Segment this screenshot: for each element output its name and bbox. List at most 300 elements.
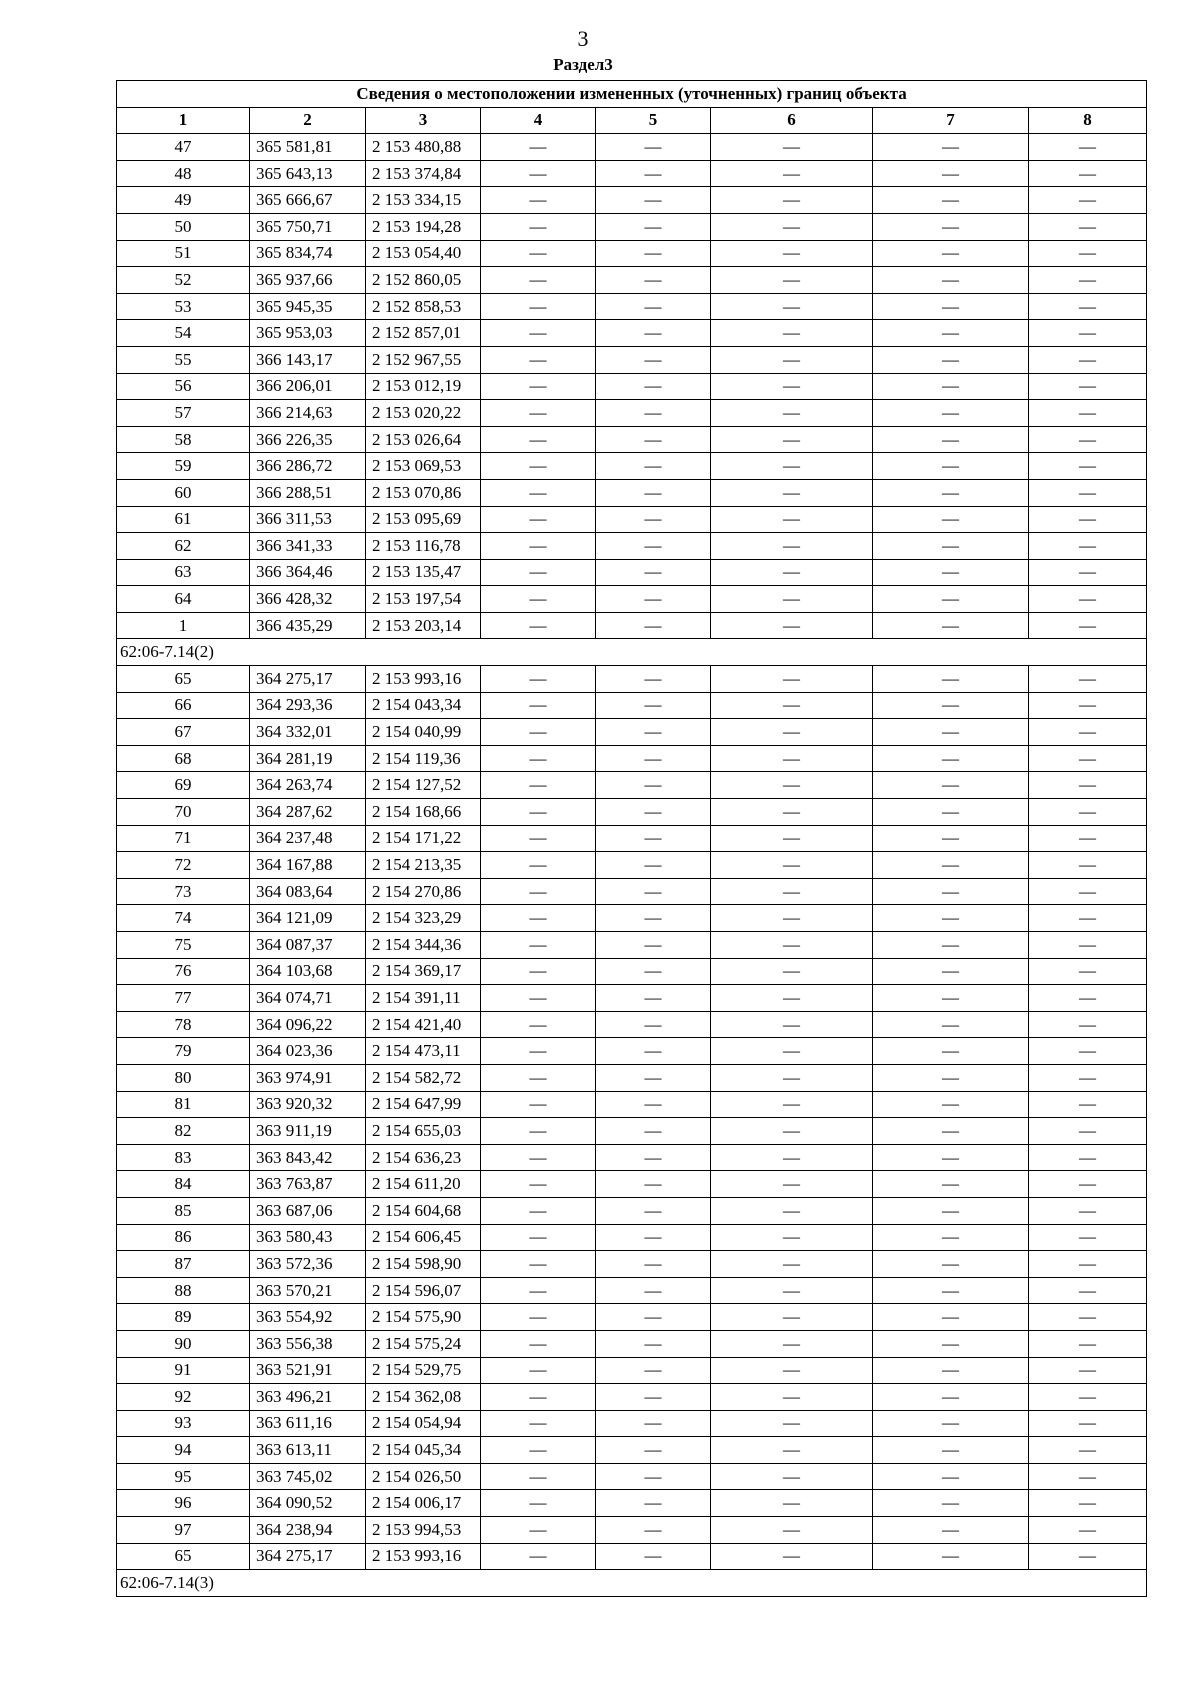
dash-cell: — xyxy=(873,905,1029,932)
dash-cell: — xyxy=(596,1330,711,1357)
column-header: 2 xyxy=(250,107,366,134)
dash-cell: — xyxy=(1029,1304,1147,1331)
point-number-cell: 67 xyxy=(117,719,250,746)
dash-cell: — xyxy=(596,852,711,879)
dash-cell: — xyxy=(873,958,1029,985)
point-number-cell: 70 xyxy=(117,799,250,826)
dash-cell: — xyxy=(873,985,1029,1012)
dash-cell: — xyxy=(711,1304,873,1331)
x-coordinate-cell: 364 281,19 xyxy=(250,745,366,772)
dash-cell: — xyxy=(481,213,596,240)
dash-cell: — xyxy=(596,267,711,294)
y-coordinate-cell: 2 154 043,34 xyxy=(366,692,481,719)
dash-cell: — xyxy=(481,1357,596,1384)
point-number-cell: 68 xyxy=(117,745,250,772)
dash-cell: — xyxy=(596,1197,711,1224)
point-number-cell: 94 xyxy=(117,1437,250,1464)
x-coordinate-cell: 364 275,17 xyxy=(250,666,366,693)
dash-cell: — xyxy=(1029,932,1147,959)
dash-cell: — xyxy=(1029,985,1147,1012)
dash-cell: — xyxy=(711,1171,873,1198)
dash-cell: — xyxy=(711,1357,873,1384)
dash-cell: — xyxy=(1029,320,1147,347)
dash-cell: — xyxy=(711,1251,873,1278)
x-coordinate-cell: 363 843,42 xyxy=(250,1144,366,1171)
y-coordinate-cell: 2 154 391,11 xyxy=(366,985,481,1012)
dash-cell: — xyxy=(481,1543,596,1570)
dash-cell: — xyxy=(596,320,711,347)
dash-cell: — xyxy=(481,1330,596,1357)
dash-cell: — xyxy=(873,1304,1029,1331)
y-coordinate-cell: 2 154 582,72 xyxy=(366,1064,481,1091)
dash-cell: — xyxy=(481,745,596,772)
x-coordinate-cell: 363 496,21 xyxy=(250,1384,366,1411)
x-coordinate-cell: 366 143,17 xyxy=(250,346,366,373)
dash-cell: — xyxy=(711,293,873,320)
column-header-row xyxy=(117,107,1147,134)
point-number-cell: 84 xyxy=(117,1171,250,1198)
table-row xyxy=(117,533,1147,560)
point-number-cell: 87 xyxy=(117,1251,250,1278)
y-coordinate-cell: 2 154 611,20 xyxy=(366,1171,481,1198)
dash-cell: — xyxy=(1029,346,1147,373)
dash-cell: — xyxy=(711,267,873,294)
dash-cell: — xyxy=(873,1197,1029,1224)
x-coordinate-cell: 364 237,48 xyxy=(250,825,366,852)
dash-cell: — xyxy=(596,666,711,693)
dash-cell: — xyxy=(1029,373,1147,400)
dash-cell: — xyxy=(1029,187,1147,214)
dash-cell: — xyxy=(711,1463,873,1490)
table-row xyxy=(117,1251,1147,1278)
dash-cell: — xyxy=(1029,905,1147,932)
dash-cell: — xyxy=(596,612,711,639)
x-coordinate-cell: 364 167,88 xyxy=(250,852,366,879)
dash-cell: — xyxy=(596,905,711,932)
x-coordinate-cell: 363 611,16 xyxy=(250,1410,366,1437)
table-row xyxy=(117,426,1147,453)
point-number-cell: 58 xyxy=(117,426,250,453)
table-row xyxy=(117,666,1147,693)
table-row xyxy=(117,852,1147,879)
x-coordinate-cell: 364 287,62 xyxy=(250,799,366,826)
dash-cell: — xyxy=(873,666,1029,693)
dash-cell: — xyxy=(711,799,873,826)
dash-cell: — xyxy=(596,1490,711,1517)
point-number-cell: 80 xyxy=(117,1064,250,1091)
x-coordinate-cell: 363 974,91 xyxy=(250,1064,366,1091)
dash-cell: — xyxy=(596,240,711,267)
x-coordinate-cell: 363 554,92 xyxy=(250,1304,366,1331)
table-row xyxy=(117,985,1147,1012)
table-row xyxy=(117,1277,1147,1304)
point-number-cell: 92 xyxy=(117,1384,250,1411)
dash-cell: — xyxy=(711,213,873,240)
dash-cell: — xyxy=(711,426,873,453)
column-header: 6 xyxy=(711,107,873,134)
dash-cell: — xyxy=(873,1463,1029,1490)
dash-cell: — xyxy=(1029,772,1147,799)
point-number-cell: 69 xyxy=(117,772,250,799)
dash-cell: — xyxy=(481,985,596,1012)
table-row xyxy=(117,1437,1147,1464)
dash-cell: — xyxy=(596,426,711,453)
dash-cell: — xyxy=(873,506,1029,533)
dash-cell: — xyxy=(1029,533,1147,560)
table-row xyxy=(117,160,1147,187)
dash-cell: — xyxy=(1029,1277,1147,1304)
dash-cell: — xyxy=(1029,1091,1147,1118)
dash-cell: — xyxy=(873,1038,1029,1065)
dash-cell: — xyxy=(711,160,873,187)
dash-cell: — xyxy=(481,1251,596,1278)
dash-cell: — xyxy=(873,533,1029,560)
dash-cell: — xyxy=(1029,1224,1147,1251)
table-row xyxy=(117,958,1147,985)
dash-cell: — xyxy=(481,1437,596,1464)
dash-cell: — xyxy=(1029,878,1147,905)
table-row xyxy=(117,1490,1147,1517)
group-label-row xyxy=(117,639,1147,666)
y-coordinate-cell: 2 154 575,24 xyxy=(366,1330,481,1357)
y-coordinate-cell: 2 154 119,36 xyxy=(366,745,481,772)
x-coordinate-cell: 364 090,52 xyxy=(250,1490,366,1517)
y-coordinate-cell: 2 153 334,15 xyxy=(366,187,481,214)
dash-cell: — xyxy=(481,1171,596,1198)
x-coordinate-cell: 366 364,46 xyxy=(250,559,366,586)
point-number-cell: 51 xyxy=(117,240,250,267)
dash-cell: — xyxy=(873,772,1029,799)
column-header: 4 xyxy=(481,107,596,134)
point-number-cell: 50 xyxy=(117,213,250,240)
dash-cell: — xyxy=(1029,1543,1147,1570)
dash-cell: — xyxy=(1029,1357,1147,1384)
y-coordinate-cell: 2 154 596,07 xyxy=(366,1277,481,1304)
dash-cell: — xyxy=(481,1144,596,1171)
dash-cell: — xyxy=(481,1277,596,1304)
dash-cell: — xyxy=(481,1410,596,1437)
dash-cell: — xyxy=(481,453,596,480)
y-coordinate-cell: 2 154 054,94 xyxy=(366,1410,481,1437)
dash-cell: — xyxy=(481,1224,596,1251)
dash-cell: — xyxy=(1029,852,1147,879)
dash-cell: — xyxy=(1029,453,1147,480)
table-row xyxy=(117,346,1147,373)
dash-cell: — xyxy=(596,1304,711,1331)
table-row xyxy=(117,932,1147,959)
x-coordinate-cell: 366 428,32 xyxy=(250,586,366,613)
dash-cell: — xyxy=(481,878,596,905)
y-coordinate-cell: 2 153 020,22 xyxy=(366,400,481,427)
dash-cell: — xyxy=(596,1091,711,1118)
dash-cell: — xyxy=(873,479,1029,506)
dash-cell: — xyxy=(873,1118,1029,1145)
dash-cell: — xyxy=(596,479,711,506)
x-coordinate-cell: 364 074,71 xyxy=(250,985,366,1012)
table-row xyxy=(117,400,1147,427)
x-coordinate-cell: 363 745,02 xyxy=(250,1463,366,1490)
dash-cell: — xyxy=(481,799,596,826)
dash-cell: — xyxy=(481,559,596,586)
point-number-cell: 73 xyxy=(117,878,250,905)
dash-cell: — xyxy=(873,745,1029,772)
dash-cell: — xyxy=(711,745,873,772)
dash-cell: — xyxy=(596,799,711,826)
dash-cell: — xyxy=(711,479,873,506)
dash-cell: — xyxy=(711,586,873,613)
dash-cell: — xyxy=(873,1517,1029,1544)
x-coordinate-cell: 363 920,32 xyxy=(250,1091,366,1118)
x-coordinate-cell: 365 666,67 xyxy=(250,187,366,214)
dash-cell: — xyxy=(1029,1463,1147,1490)
dash-cell: — xyxy=(481,1463,596,1490)
dash-cell: — xyxy=(596,1357,711,1384)
point-number-cell: 61 xyxy=(117,506,250,533)
point-number-cell: 47 xyxy=(117,134,250,161)
dash-cell: — xyxy=(1029,1197,1147,1224)
dash-cell: — xyxy=(873,213,1029,240)
dash-cell: — xyxy=(873,586,1029,613)
dash-cell: — xyxy=(873,160,1029,187)
dash-cell: — xyxy=(711,346,873,373)
dash-cell: — xyxy=(711,506,873,533)
dash-cell: — xyxy=(711,453,873,480)
coordinates-table xyxy=(116,80,1147,1597)
dash-cell: — xyxy=(873,1357,1029,1384)
y-coordinate-cell: 2 154 213,35 xyxy=(366,852,481,879)
dash-cell: — xyxy=(596,533,711,560)
dash-cell: — xyxy=(1029,506,1147,533)
table-row xyxy=(117,799,1147,826)
dash-cell: — xyxy=(711,533,873,560)
dash-cell: — xyxy=(873,1011,1029,1038)
dash-cell: — xyxy=(711,1091,873,1118)
x-coordinate-cell: 365 643,13 xyxy=(250,160,366,187)
y-coordinate-cell: 2 153 993,16 xyxy=(366,1543,481,1570)
point-number-cell: 96 xyxy=(117,1490,250,1517)
dash-cell: — xyxy=(711,1410,873,1437)
table-row xyxy=(117,1543,1147,1570)
point-number-cell: 63 xyxy=(117,559,250,586)
dash-cell: — xyxy=(596,1144,711,1171)
dash-cell: — xyxy=(481,1118,596,1145)
dash-cell: — xyxy=(596,134,711,161)
point-number-cell: 65 xyxy=(117,1543,250,1570)
group-label: 62:06-7.14(2) xyxy=(117,639,1147,666)
dash-cell: — xyxy=(596,1410,711,1437)
point-number-cell: 93 xyxy=(117,1410,250,1437)
table-row xyxy=(117,1118,1147,1145)
dash-cell: — xyxy=(873,1543,1029,1570)
dash-cell: — xyxy=(481,586,596,613)
table-row xyxy=(117,373,1147,400)
dash-cell: — xyxy=(481,666,596,693)
table-row xyxy=(117,692,1147,719)
dash-cell: — xyxy=(1029,1437,1147,1464)
y-coordinate-cell: 2 153 135,47 xyxy=(366,559,481,586)
y-coordinate-cell: 2 154 171,22 xyxy=(366,825,481,852)
point-number-cell: 55 xyxy=(117,346,250,373)
point-number-cell: 65 xyxy=(117,666,250,693)
dash-cell: — xyxy=(596,346,711,373)
dash-cell: — xyxy=(873,799,1029,826)
dash-cell: — xyxy=(481,293,596,320)
table-row xyxy=(117,1197,1147,1224)
dash-cell: — xyxy=(711,1011,873,1038)
dash-cell: — xyxy=(711,559,873,586)
dash-cell: — xyxy=(596,958,711,985)
dash-cell: — xyxy=(481,852,596,879)
dash-cell: — xyxy=(481,267,596,294)
y-coordinate-cell: 2 154 636,23 xyxy=(366,1144,481,1171)
dash-cell: — xyxy=(873,346,1029,373)
y-coordinate-cell: 2 154 473,11 xyxy=(366,1038,481,1065)
y-coordinate-cell: 2 153 095,69 xyxy=(366,506,481,533)
dash-cell: — xyxy=(481,1490,596,1517)
dash-cell: — xyxy=(711,373,873,400)
x-coordinate-cell: 363 763,87 xyxy=(250,1171,366,1198)
dash-cell: — xyxy=(711,1384,873,1411)
x-coordinate-cell: 364 121,09 xyxy=(250,905,366,932)
dash-cell: — xyxy=(873,852,1029,879)
y-coordinate-cell: 2 153 026,64 xyxy=(366,426,481,453)
dash-cell: — xyxy=(873,240,1029,267)
table-row xyxy=(117,1357,1147,1384)
x-coordinate-cell: 363 572,36 xyxy=(250,1251,366,1278)
dash-cell: — xyxy=(481,905,596,932)
point-number-cell: 76 xyxy=(117,958,250,985)
dash-cell: — xyxy=(596,1224,711,1251)
dash-cell: — xyxy=(711,958,873,985)
table-row xyxy=(117,1171,1147,1198)
dash-cell: — xyxy=(1029,479,1147,506)
dash-cell: — xyxy=(596,745,711,772)
dash-cell: — xyxy=(596,1463,711,1490)
dash-cell: — xyxy=(1029,134,1147,161)
column-header: 5 xyxy=(596,107,711,134)
dash-cell: — xyxy=(1029,1410,1147,1437)
dash-cell: — xyxy=(596,1251,711,1278)
dash-cell: — xyxy=(596,1038,711,1065)
dash-cell: — xyxy=(481,1038,596,1065)
dash-cell: — xyxy=(711,1517,873,1544)
dash-cell: — xyxy=(711,1224,873,1251)
dash-cell: — xyxy=(481,1197,596,1224)
x-coordinate-cell: 365 750,71 xyxy=(250,213,366,240)
dash-cell: — xyxy=(1029,825,1147,852)
y-coordinate-cell: 2 152 857,01 xyxy=(366,320,481,347)
table-row xyxy=(117,1091,1147,1118)
dash-cell: — xyxy=(1029,160,1147,187)
table-row xyxy=(117,187,1147,214)
dash-cell: — xyxy=(481,134,596,161)
y-coordinate-cell: 2 153 197,54 xyxy=(366,586,481,613)
table-row xyxy=(117,134,1147,161)
page-number: 3 xyxy=(577,26,589,51)
dash-cell: — xyxy=(711,878,873,905)
y-coordinate-cell: 2 154 606,45 xyxy=(366,1224,481,1251)
dash-cell: — xyxy=(1029,666,1147,693)
table-row xyxy=(117,453,1147,480)
dash-cell: — xyxy=(481,346,596,373)
table-row xyxy=(117,1144,1147,1171)
dash-cell: — xyxy=(596,1384,711,1411)
dash-cell: — xyxy=(481,479,596,506)
x-coordinate-cell: 363 580,43 xyxy=(250,1224,366,1251)
y-coordinate-cell: 2 154 369,17 xyxy=(366,958,481,985)
dash-cell: — xyxy=(711,932,873,959)
table-row xyxy=(117,240,1147,267)
dash-cell: — xyxy=(481,187,596,214)
y-coordinate-cell: 2 153 012,19 xyxy=(366,373,481,400)
group-label-row xyxy=(117,1570,1147,1597)
dash-cell: — xyxy=(481,426,596,453)
y-coordinate-cell: 2 153 993,16 xyxy=(366,666,481,693)
point-number-cell: 83 xyxy=(117,1144,250,1171)
dash-cell: — xyxy=(873,453,1029,480)
dash-cell: — xyxy=(873,1064,1029,1091)
point-number-cell: 1 xyxy=(117,612,250,639)
table-row xyxy=(117,213,1147,240)
dash-cell: — xyxy=(1029,1038,1147,1065)
dash-cell: — xyxy=(1029,1490,1147,1517)
y-coordinate-cell: 2 154 045,34 xyxy=(366,1437,481,1464)
dash-cell: — xyxy=(481,506,596,533)
dash-cell: — xyxy=(481,1304,596,1331)
x-coordinate-cell: 363 613,11 xyxy=(250,1437,366,1464)
x-coordinate-cell: 365 581,81 xyxy=(250,134,366,161)
y-coordinate-cell: 2 154 344,36 xyxy=(366,932,481,959)
point-number-cell: 56 xyxy=(117,373,250,400)
dash-cell: — xyxy=(873,692,1029,719)
y-coordinate-cell: 2 154 323,29 xyxy=(366,905,481,932)
dash-cell: — xyxy=(711,1490,873,1517)
column-header: 8 xyxy=(1029,107,1147,134)
point-number-cell: 57 xyxy=(117,400,250,427)
dash-cell: — xyxy=(873,1330,1029,1357)
x-coordinate-cell: 363 521,91 xyxy=(250,1357,366,1384)
table-row xyxy=(117,1011,1147,1038)
x-coordinate-cell: 364 293,36 xyxy=(250,692,366,719)
x-coordinate-cell: 364 096,22 xyxy=(250,1011,366,1038)
dash-cell: — xyxy=(873,293,1029,320)
dash-cell: — xyxy=(596,1543,711,1570)
dash-cell: — xyxy=(873,1384,1029,1411)
table-row xyxy=(117,1038,1147,1065)
x-coordinate-cell: 363 570,21 xyxy=(250,1277,366,1304)
point-number-cell: 64 xyxy=(117,586,250,613)
dash-cell: — xyxy=(711,985,873,1012)
point-number-cell: 88 xyxy=(117,1277,250,1304)
point-number-cell: 78 xyxy=(117,1011,250,1038)
dash-cell: — xyxy=(481,719,596,746)
x-coordinate-cell: 364 083,64 xyxy=(250,878,366,905)
dash-cell: — xyxy=(873,267,1029,294)
dash-cell: — xyxy=(1029,293,1147,320)
y-coordinate-cell: 2 154 529,75 xyxy=(366,1357,481,1384)
dash-cell: — xyxy=(1029,1384,1147,1411)
point-number-cell: 53 xyxy=(117,293,250,320)
dash-cell: — xyxy=(873,426,1029,453)
x-coordinate-cell: 366 341,33 xyxy=(250,533,366,560)
dash-cell: — xyxy=(1029,1330,1147,1357)
dash-cell: — xyxy=(873,1144,1029,1171)
table-row xyxy=(117,1463,1147,1490)
dash-cell: — xyxy=(873,612,1029,639)
table-row xyxy=(117,745,1147,772)
point-number-cell: 91 xyxy=(117,1357,250,1384)
dash-cell: — xyxy=(481,1091,596,1118)
